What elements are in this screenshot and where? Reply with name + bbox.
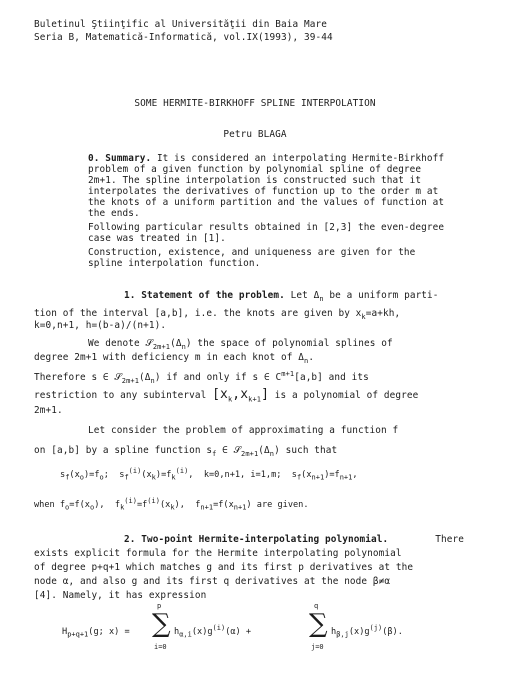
interpolation-conditions-equation: $s_f(x_o)=f_o$; $s_f^{(i)}(x_k)=f_k^{(i)}$, k=0,n+1, i=1,m; $s_f(x_{n+1})=f_{n+1}$, (60, 467, 358, 482)
section1-text-6c: ) if and only if s ∈ C (154, 372, 282, 383)
section2-line-5: [4]. Namely, it has expression (34, 590, 207, 601)
section1-text-6a: Therefore s ∈ 𝒮 (34, 372, 122, 383)
section1-line-3: k=0,n+1, h=(b-a)/(n+1). (34, 320, 167, 331)
summary-line-1 (88, 153, 464, 164)
section1-line-7 (34, 387, 419, 404)
section2-line-2: exists explicit formula for the Hermite interpolating polynomial (34, 548, 402, 559)
author-name: Petru BLAGA (223, 129, 287, 140)
summary-label: 0. Summary. (88, 153, 152, 164)
interval-sub-k: k (227, 395, 233, 404)
section1-line-9: Let consider the problem of approximating a function f (88, 425, 399, 436)
section1-line-8: 2m+1. (34, 405, 63, 416)
summary-line-6: the ends. (88, 208, 140, 219)
sf-sub: f (212, 449, 217, 458)
summary-line-5: the knots of a uniform partition and the values of function at (88, 197, 445, 208)
delta-sub-2: n (181, 342, 186, 351)
section1-text-2b: =a+kh, (365, 308, 401, 319)
interval-bracket: $[x_k,x_{k+1}]$ (212, 387, 270, 404)
section1-text-4a: We denote 𝒮 (88, 338, 153, 349)
summary-line-2: problem of a given function by polynomial spline of degree (88, 164, 422, 175)
journal-line-1: Buletinul Ştiinţific al Universităţii din Baia Mare (34, 19, 327, 30)
section1-line-2 (34, 308, 400, 319)
given-values-equation: when $f_o=f(x_o)$, $f_k^{(i)}=f^{(i)}(x_k)$, $f_{n+1}=f(x_{n+1})$ are given. (34, 497, 309, 512)
section1-text-10c: (Δ (258, 445, 270, 456)
summary-text-1: It is considered an interpolating Hermite-Birkhoff (156, 153, 445, 164)
section1-line-6 (34, 369, 369, 385)
summary-p3-line-1: Construction, existence, and uniqueness are given for the (88, 247, 416, 258)
summary-line-3: 2m+1. The spline interpolation is constructed such that it (88, 175, 422, 186)
section1-text-4c: ) the space of polynomial splines of (185, 338, 393, 349)
section2-heading: 2. Two-point Hermite-interpolating polynomial. (124, 534, 389, 545)
delta-sub-5: n (269, 449, 275, 458)
section1-line-1 (124, 290, 439, 301)
section1-text-6d: [a,b] and its (294, 372, 369, 383)
section1-line-5: degree 2m+1 with deficiency m in each knot of $\Delta_n$. (34, 352, 315, 365)
delta-sub-4: n (150, 376, 155, 385)
xk-sub: k (361, 312, 366, 321)
section2-text-1: There (435, 534, 464, 545)
section1-text-10d: ) such that (274, 445, 338, 456)
section1-text-5: degree 2m+1 with deficiency m in each knot of Δ (34, 352, 304, 363)
section2-line-3: of degree p+q+1 which matches g and its first p derivatives at the (34, 562, 414, 573)
interval-left: [x (212, 387, 228, 402)
delta-n-sub: n (319, 294, 324, 303)
section1-text-2a: tion of the interval [a,b], i.e. the knots are given by x (34, 308, 362, 319)
cm1-sup: m+1 (281, 369, 295, 378)
section1-text-1a: Let Δ (290, 290, 320, 301)
section1-text-1b: be a uniform parti- (323, 290, 439, 301)
interval-mid: ,x (232, 387, 249, 402)
summary-line-4: interpolates the derivatives of function up to the order m at (88, 186, 439, 197)
summary-p2-line-2: case was treated in [1]. (88, 233, 226, 244)
section2-line-1 (124, 534, 464, 545)
s2m1-sub-2: 2m+1 (121, 376, 140, 385)
section1-line-10 (34, 445, 337, 456)
delta-sub-3: n (303, 356, 309, 365)
summary-p2-line-1: Following particular results obtained in [2,3] the even-degree (88, 222, 445, 233)
section1-text-10a: on [a,b] by a spline function s (34, 445, 213, 456)
section1-text-6b: (Δ (139, 372, 151, 383)
section1-line-4 (88, 338, 393, 349)
section2-line-4: node α, and also g and its first q derivatives at the node β≠α (34, 576, 391, 587)
section1-text-7a: restriction to any subinterval (34, 390, 207, 401)
paper-title: SOME HERMITE-BIRKHOFF SPLINE INTERPOLATION (134, 98, 376, 109)
s2m1-sub: 2m+1 (152, 342, 171, 351)
section1-heading: 1. Statement of the problem. (124, 290, 285, 301)
section1-text-7b: is a polynomial of degree (274, 390, 419, 401)
interval-sub-k1: k+1 (248, 395, 262, 404)
hermite-formula: $H_{p+q+1}(g$; x) = p ∑ i=0 $h_{\alpha,i}(x)g^{(i)}(\alpha)$ + q ∑ j=0 $h_{\beta,j}(x)g^{(j)}(\beta)$. (62, 602, 403, 651)
section1-text-10b: ∈ 𝒮 (216, 445, 241, 456)
summary-p3-line-2: spline interpolation function. (88, 258, 261, 269)
section1-text-4b: (Δ (170, 338, 182, 349)
journal-line-2: Seria B, Matematică-Informatică, vol.IX(1993), 39-44 (34, 32, 333, 43)
s2m1-sub-3: 2m+1 (241, 449, 259, 458)
